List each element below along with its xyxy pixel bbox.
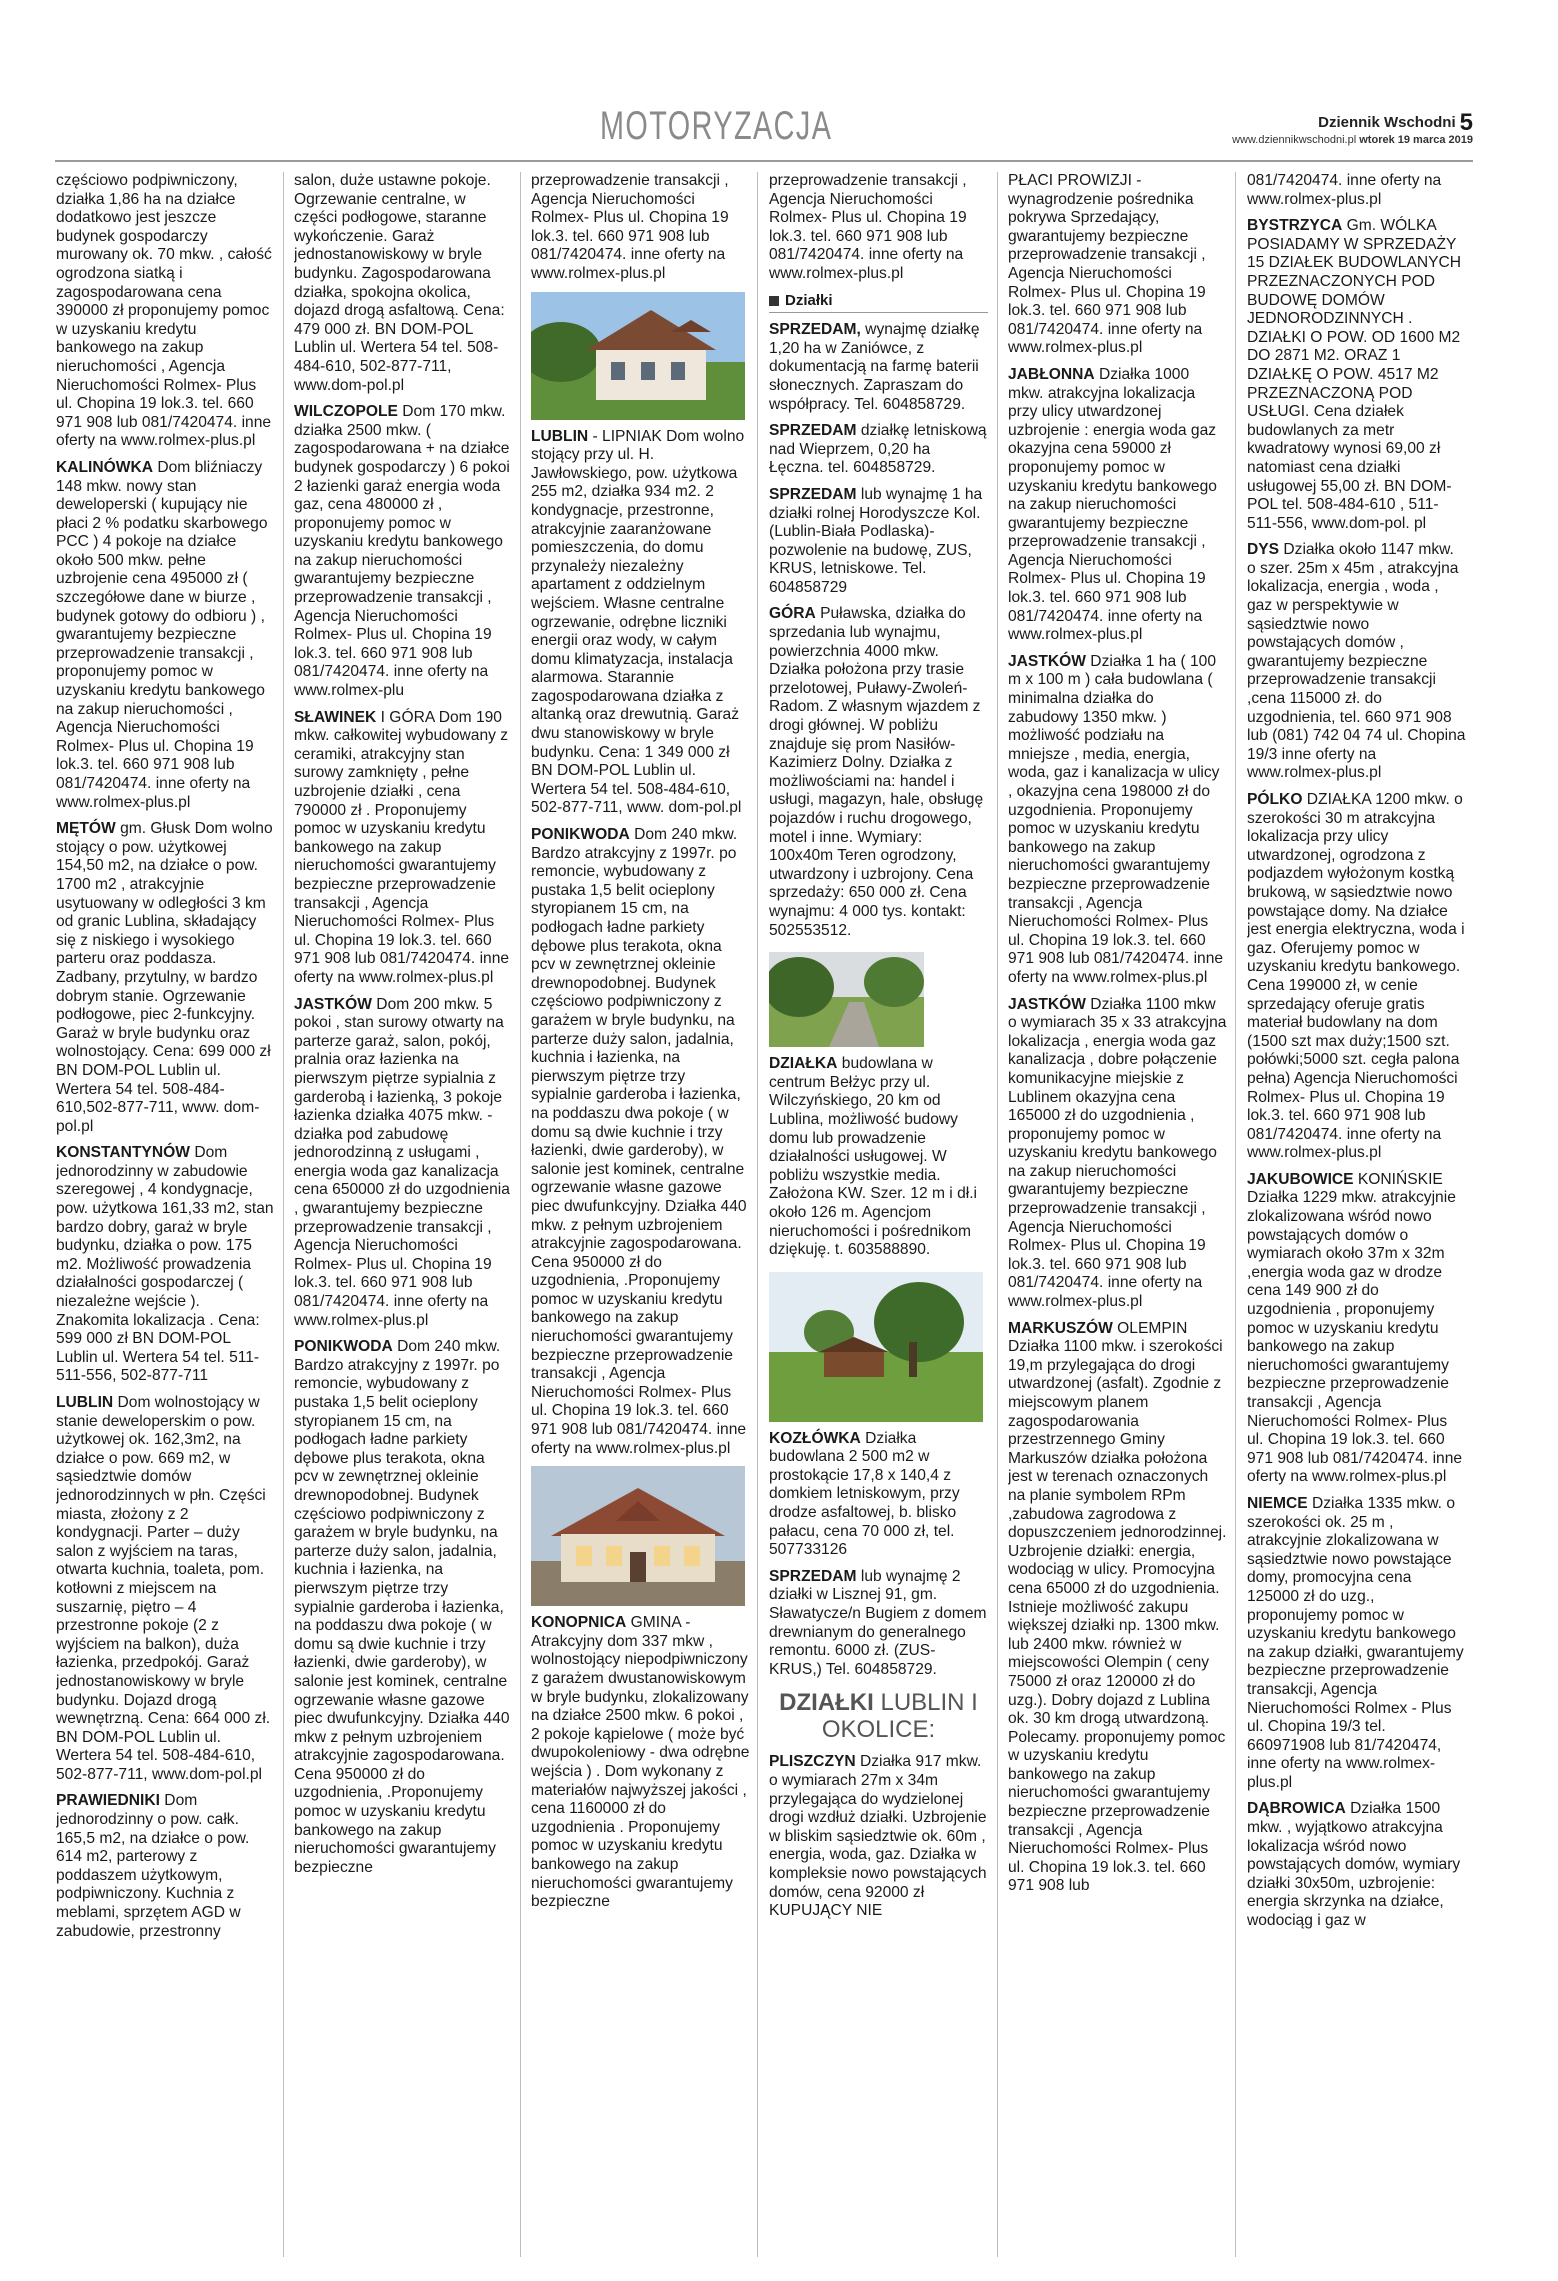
column-divider <box>997 172 998 2257</box>
classified-ad <box>1247 1800 1466 1930</box>
classified-ad <box>1008 1320 1227 1896</box>
category-marker-icon <box>769 296 779 306</box>
ad-lead: PÓLKO <box>1247 791 1303 808</box>
villa-photo <box>531 1466 750 1606</box>
ad-lead: SPRZEDAM <box>769 485 857 503</box>
classified-ad <box>769 172 988 284</box>
paper-name: Dziennik Wschodni <box>1318 114 1456 131</box>
column-4 <box>769 172 988 2272</box>
classified-ad <box>769 1568 988 1680</box>
column-1 <box>56 172 275 2272</box>
ad-lead: KONSTANTYNÓW <box>56 1144 190 1162</box>
column-5 <box>1008 172 1227 2272</box>
ad-lead: NIEMCE <box>1247 1494 1308 1512</box>
section-heading-rest: LUBLIN I OKOLICE: <box>821 1689 978 1744</box>
ad-lead: KALINÓWKA <box>56 458 154 476</box>
ad-text: przeprowadzenie transakcji , Agencja Nieruchomości Rolmex- Plus ul. Chopina 19 lok.3. tel. 660 971 908 lub 081/7420474. inne oferty na www.rolmex-plus.pl <box>531 172 729 282</box>
header-rule <box>55 160 1473 162</box>
ad-text: Dom 240 mkw. Bardzo atrakcyjny z 1997r. po remoncie, wybudowany z pustaka 1,5 belit ocieplony styropianem 15 cm, na podłogach ładne parkiety dębowe plus terakota, okna pcv w zewnętrznej okleinie drewnopodobnej. Budynek częściowo podpiwniczony z garażem w bryle budynku, na parterze duży salon, jadalnia, kuchnia i łazienka, na pierwszym piętrze trzy sypialnie garderoba i łazienka, na poddaszu dwa pokoje ( w domu są dwie kuchnie i trzy łazienki, dwie garderoby), w salonie jest kominek, centralne ogrzewanie własne gazowe piec dwufunkcyjny. Działka 440 mkw z pełnym uzbrojeniem atrakcyjnie zagospodarowana. Cena 950000 zł do uzgodnienia, .Proponujemy pomoc w uzyskaniu kredytu bankowego na zakup nieruchomości gwarantujemy bezpieczne <box>294 1338 510 1876</box>
ad-lead: SŁAWINEK <box>294 708 377 726</box>
ad-text: I GÓRA Dom 190 mkw. całkowitej wybudowany z ceramiki, atrakcyjny stan surowy zamknięty , pełne uzbrojenie działki , cena 790000 zł . Proponujemy pomoc w uzyskaniu kredytu bankowego na zakup nieruchomości gwarantujemy bezpieczne przeprowadzenie transakcji , Agencja Nieruchomości Rolmex- Plus ul. Chopina 19 lok.3. tel. 660 971 908 lub 081/7420474. inne oferty na www.rolmex-plus.pl <box>294 708 510 986</box>
classified-ad <box>56 1792 275 1941</box>
ad-lead: BYSTRZYCA <box>1247 217 1343 235</box>
column-divider <box>757 172 758 2257</box>
classified-ad <box>294 403 513 701</box>
ad-text: GMINA - Atrakcyjny dom 337 mkw , wolnostojący niepodpiwniczony z garażem dwustanowiskowym w bryle budynku, zlokalizowany na działce 2500 mkw. 6 pokoi , 2 pokoje kąpielowe ( może być dwupokoleniowy - dwa odrębne wejścia ) . Dom wykonany z materiałów najwyższej jakości , cena 1160000 zł do uzgodnienia . Proponujemy pomoc w uzyskaniu kredytu bankowego na zakup nieruchomości gwarantujemy bezpieczne <box>531 1614 750 1911</box>
category-label <box>769 292 988 314</box>
ad-text: częściowo podpiwniczony, działka 1,86 ha na działce dodatkowo jest jeszcze budynek gospodarczy murowany ok. 70 mkw. , całość ogrodzona siatką i zagospodarowana cena 390000 zł proponujemy pomoc w uzyskaniu kredytu bankowego na zakup nieruchomości , Agencja Nieruchomości Rolmex- Plus ul. Chopina 19 lok.3. tel. 660 971 908 lub 081/7420474. inne oferty na www.rolmex-plus.pl <box>56 172 272 450</box>
ad-text: DZIAŁKA 1200 mkw. o szerokości 30 m atrakcyjna lokalizacja przy ulicy utwardzonej, ogrodzona z podjazdem wyłożonym kostką brukową, w sąsiedztwie nowo powstające domy. Na działce jest energia elektryczna, woda i gaz. Oferujemy pomoc w uzyskaniu kredytu bankowego. Cena 199000 zł, w cenie sprzedający oferuje gratis materiał budowlany na dom (1500 szt max duży;1500 szt. połówki;5000 szt. cegła palona pełna) Agencja Nieruchomości Rolmex- Plus ul. Chopina 19 lok.3. tel. 660 971 908 lub 081/7420474. inne oferty na www.rolmex-plus.pl <box>1247 791 1465 1162</box>
ad-text: wynajmę działkę 1,20 ha w Zaniówce, z dokumentacją na farmę baterii słonecznych. Zapraszam do współpracy. Tel. 604858729. <box>769 321 980 413</box>
section-heading-bold: DZIAŁKI <box>779 1689 874 1717</box>
ad-text: Dom 240 mkw. Bardzo atrakcyjny z 1997r. po remoncie, wybudowany z pustaka 1,5 belit ocieplony styropianem 15 cm, na podłogach ładne parkiety dębowe plus terakota, okna pcv w zewnętrznej okleinie drewnopodobnej. Budynek częściowo podpiwniczony z garażem w bryle budynku, na parterze duży salon, jadalnia, kuchnia i łazienka, na pierwszym piętrze trzy sypialnie garderoba i łazienka, na poddaszu dwa pokoje ( w domu są dwie kuchnie i trzy łazienki, dwie garderoby), w salonie jest kominek, centralne ogrzewanie własne gazowe piec dwufunkcyjny. Działka 440 mkw. z pełnym uzbrojeniem atrakcyjnie zagospodarowana. Cena 950000 zł do uzgodnienia, .Proponujemy pomoc w uzyskaniu kredytu bankowego na zakup nieruchomości gwarantujemy bezpieczne przeprowadzenie transakcji , Agencja Nieruchomości Rolmex- Plus ul. Chopina 19 lok.3. tel. 660 971 908 lub 081/7420474. inne oferty na www.rolmex-plus.pl <box>531 826 747 1457</box>
ad-text: Działka około 1147 mkw. o szer. 25m x 45m , atrakcyjna lokalizacja, energia , woda , gaz w perspektywie w sąsiedztwie nowo powstających domów , gwarantujemy bezpieczne przeprowadzenie transakcji ,cena 115000 zł. do uzgodnienia, tel. 660 971 908 lub (081) 742 04 74 ul. Chopina 19/3 inne oferty na www.rolmex-plus.pl <box>1247 541 1466 782</box>
page-number: 5 <box>1459 109 1473 136</box>
masthead <box>1232 110 1473 147</box>
ad-lead: DZIAŁKA <box>769 1055 838 1073</box>
classified-ad <box>769 422 988 478</box>
ad-lead: JABŁONNA <box>1008 365 1095 383</box>
ad-lead: JASTKÓW <box>1008 995 1086 1013</box>
ad-text: Działka 1500 mkw. , wyjątkowo atrakcyjna lokalizacja wśród nowo powstających domów, wymiary działki 30x50m, uzbrojenie: energia skrzynka na działce, wodociąg i gaz w <box>1247 1800 1461 1930</box>
classified-ad <box>769 1753 988 1920</box>
classified-ad <box>56 1394 275 1784</box>
page-header <box>0 0 1558 165</box>
classified-ad <box>1247 541 1466 783</box>
classified-ad <box>531 172 750 284</box>
ad-lead: PRAWIEDNIKI <box>56 1792 160 1810</box>
category-title: Działki <box>785 291 833 309</box>
issue-date: wtorek 19 marca 2019 <box>1359 134 1473 147</box>
classified-ad <box>1247 172 1466 209</box>
classified-ad <box>294 172 513 395</box>
ad-text: Dom bliźniaczy 148 mkw. nowy stan deweloperski ( kupujący nie płaci 2 % podatku skarbowego PCC ) 4 pokoje na działce około 500 mkw. pełne uzbrojenie cena 495000 zł ( szczegółowe dane w biurze , budynek gotowy do odbioru ) , gwarantujemy bezpieczne przeprowadzenie transakcji , proponujemy pomoc w uzyskaniu kredytu bankowego na zakup nieruchomości , Agencja Nieruchomości Rolmex- Plus ul. Chopina 19 lok.3. tel. 660 971 908 lub 081/7420474. inne oferty na www.rolmex-plus.pl <box>56 458 268 811</box>
ad-lead: SPRZEDAM <box>769 422 857 440</box>
classifieds-columns <box>52 172 1474 2272</box>
classified-ad <box>1008 996 1227 1312</box>
column-divider <box>520 172 521 2257</box>
classified-ad <box>1247 791 1466 1163</box>
ad-text: Dom jednorodzinny w zabudowie szeregowej , 4 kondygnacje, pow. użytkowa 161,33 m2, stan bardzo dobry, garaż w bryle budynku, działka o pow. 175 m2. Możliwość prowadzenia działalności gospodarczej ( niezależne wejście ). Znakomita lokalizacja . Cena: 599 000 zł BN DOM-POL Lublin ul. Wertera 54 tel. 511-511-556, 502-877-711 <box>56 1144 274 1385</box>
classified-ad <box>769 1430 988 1560</box>
ad-text: budowlana w centrum Bełżyc przy ul. Wilczyńskiego, 20 km od Lublina, możliwość budowy domu lub prowadzenie działalności usługowej. W pobliżu wszystkie media. Założona KW. Szer. 12 m i dł.i około 126 m. Agencjom nieruchomości i pośrednikom dziękuję. t. 603588890. <box>769 1055 978 1259</box>
ad-text: Dom jednorodzinny o pow. całk. 165,5 m2, na działce o pow. 614 m2, parterowy z poddaszem użytkowym, podpiwniczony. Kuchnia z meblami, sprzętem AGD w zabudowie, przestronny <box>56 1792 250 1940</box>
classified-ad <box>56 459 275 812</box>
ad-lead: PONIKWODA <box>531 826 630 844</box>
ad-lead: DYS <box>1247 541 1280 559</box>
ad-text: 081/7420474. inne oferty na www.rolmex-plus.pl <box>1247 172 1442 208</box>
ad-text: Dom 200 mkw. 5 pokoi , stan surowy otwarty na parterze garaż, salon, pokój, pralnia oraz łazienka na pierwszym piętrze sypialnia z garderobą i łazienką, 3 pokoje łazienka działka 4075 mkw. - działka pod zabudowę jednorodzinną z usługami , energia woda gaz kanalizacja cena 650000 zł do uzgodnienia , gwarantujemy bezpieczne przeprowadzenie transakcji , Agencja Nieruchomości Rolmex- Plus ul. Chopina 19 lok.3. tel. 660 971 908 lub 081/7420474. inne oferty na www.rolmex-plus.pl <box>294 995 510 1329</box>
classified-ad <box>294 996 513 1331</box>
section-heading <box>769 1689 988 1743</box>
plot-cabin-photo <box>769 1272 988 1422</box>
classified-ad <box>531 826 750 1458</box>
classified-ad <box>769 486 988 598</box>
ad-lead: GÓRA <box>769 605 816 623</box>
classified-ad <box>56 1144 275 1386</box>
ad-lead: KOZŁÓWKA <box>769 1429 861 1447</box>
classified-ad <box>531 1614 750 1912</box>
website-url[interactable]: www.dziennikwschodni.pl <box>1232 134 1357 147</box>
ad-lead: PLISZCZYN <box>769 1753 856 1771</box>
ad-lead: KONOPNICA <box>531 1614 627 1632</box>
ad-lead: WILCZOPOLE <box>294 403 398 421</box>
ad-text: Dom wolnostojący w stanie deweloperskim o pow. użytkowej ok. 162,3m2, na działce o pow. 669 m2, w sąsiedztwie domów jednorodzinnych w płn. Części miasta, złożony z 2 kondygnacji. Parter – duży salon z wyjściem na taras, otwarta kuchnia, toaleta, pom. kotłowni z miejscem na suszarnię, piętro – 4 przestronne pokoje (2 z wyjściem na balkon), duża łazienka, przedpokój. Garaż jednostanowiskowy w bryle budynku. Dojazd drogą wewnętrzną. Cena: 664 000 zł. BN DOM-POL Lublin ul. Wertera 54 tel. 508-484-610, 502-877-711, www.dom-pol.pl <box>56 1394 271 1783</box>
ad-text: Gm. WÓLKA POSIADAMY W SPRZEDAŻY 15 DZIAŁEK BUDOWLANYCH PRZEZNACZONYCH POD BUDOWĘ DOMÓW JEDNORODZINNYCH . DZIAŁKI O POW. OD 1600 M2 DO 2871 M2. ORAZ 1 DZIAŁKĘ O POW. 4517 M2 PRZEZNACZONĄ POD USŁUGI. Cena działek budowlanych za metr kwadratowy wynosi 69,00 zł natomiast cena działki usługowej 55,00 zł. BN DOM-POL tel. 508-484-610 , 511-511-556, www.dom-pol. pl <box>1247 217 1462 532</box>
column-3 <box>531 172 750 2272</box>
classified-ad <box>1247 1495 1466 1793</box>
ad-text: OLEMPIN Działka 1100 mkw. i szerokości 19,m przylegająca do drogi utwardzonej (asfalt). Zgodnie z miejscowym planem zagospodarowania przestrzennego Gminy Markuszów działka położona jest w terenach oznaczonych na planie symbolem RPm ,zabudowa zagrodowa z dopuszczeniem jednorodzinnej. Uzbrojenie działki: energia, wodociąg w ulicy. Promocyjna cena 65000 zł do uzgodnienia. Istnieje możliwość zakupu większej działki np. 1300 mkw. lub 2400 mkw. również w miejscowości Olempin ( ceny 75000 zł oraz 120000 zł do uzg.). Dobry dojazd z Lublina ok. 30 km drogą utwardzoną. Polecamy. proponujemy pomoc w uzyskaniu kredytu bankowego na zakup nieruchomości gwarantujemy bezpieczne przeprowadzenie transakcji , Agencja Nieruchomości Rolmex- Plus ul. Chopina 19 lok.3. tel. 660 971 908 lub <box>1008 1319 1227 1895</box>
classified-ad <box>56 820 275 1136</box>
column-divider <box>1235 172 1236 2257</box>
ad-text: Puławska, działka do sprzedania lub wynajmu, powierzchnia 4000 mkw. Działka położona przy trasie przelotowej, Puławy-Zwoleń-Radom. Z własnym wjazdem z drogi głównej. W pobliżu znajduje się prom Nasiłów-Kazimierz Dolny. Działka z możliwościami na: handel i usługi, magazyn, hale, obsługę pojazdów i ruchu drogowego, motel i inne. Wymiary: 100x40m Teren ogrodzony, utwardzony i uzbrojony. Cena sprzedaży: 650 000 zł. Cena wynajmu: 4 000 tys. kontakt: 502553512. <box>769 605 984 939</box>
ad-text: KONIŃSKIE Działka 1229 mkw. atrakcyjnie zlokalizowana wśród nowo powstających domów o wymiarach około 37m x 32m ,energia woda gaz w drodze cena 149 900 zł do uzgodnienia , proponujemy pomoc w uzyskaniu kredytu bankowego na zakup nieruchomości gwarantujemy bezpieczne przeprowadzenie transakcji , Agencja Nieruchomości Rolmex- Plus ul. Chopina 19 lok.3. tel. 660 971 908 lub 081/7420474. inne oferty na www.rolmex-plus.pl <box>1247 1170 1463 1486</box>
classified-ad <box>294 1338 513 1877</box>
ad-text: Działka 917 mkw. o wymiarach 27m x 34m przylegająca do wydzielonej drogi wzdłuż działki. Uzbrojenie w bliskim sąsiedztwie ok. 60m , energia, woda, gaz. Działka w kompleksie nowo powstających domów, cena 92000 zł KUPUJĄCY NIE <box>769 1753 987 1920</box>
classified-ad <box>1008 653 1227 988</box>
ad-lead: LUBLIN <box>56 1394 114 1411</box>
ad-text: Działka 1000 mkw. atrakcyjna lokalizacja przy ulicy utwardzonej uzbrojenie : energia woda gaz okazyjna cena 59000 zł proponujemy pomoc w uzyskaniu kredytu bankowego na zakup nieruchomości gwarantujemy bezpieczne przeprowadzenie transakcji , Agencja Nieruchomości Rolmex- Plus ul. Chopina 19 lok.3. tel. 660 971 908 lub 081/7420474. inne oferty na www.rolmex-plus.pl <box>1008 365 1217 644</box>
ad-text: Działka 1335 mkw. o szerokości ok. 25 m , atrakcyjnie zlokalizowana w sąsiedztwie nowo powstające domy, promocyjna cena 125000 zł do uzg., proponujemy pomoc w uzyskaniu kredytu bankowego na zakup działki, gwarantujemy bezpieczne przeprowadzenie transakcji, Agencja Nieruchomości Rolmex - Plus ul. Chopina 19/3 tel. 660971908 lub 81/7420474, inne oferty na www.rolmex-plus.pl <box>1247 1494 1464 1791</box>
plot-photo <box>769 952 924 1047</box>
house-photo <box>531 292 750 420</box>
column-6 <box>1247 172 1466 2272</box>
classified-ad <box>769 605 988 940</box>
ad-text: działkę letniskową nad Wieprzem, 0,20 ha Łęczna. tel. 604858729. <box>769 422 987 477</box>
ad-lead: MARKUSZÓW <box>1008 1319 1113 1337</box>
ad-text: - LIPNIAK Dom wolno stojący przy ul. H. Jawłowskiego, pow. użytkowa 255 m2, działka 934 m2. 2 kondygnacje, przestronne, atrakcyjnie zaaranżowane pomieszczenia, do domu przynależy niezależny apartament z oddzielnym wejściem. Własne centralne ogrzewanie, odrębne liczniki energii oraz wody, w całym domu klimatyzacja, instalacja alarmowa. Starannie zagospodarowana działka z altanką oraz drewutnią. Garaż dwu stanowiskowy w bryle budynku. Cena: 1 349 000 zł BN DOM-POL Lublin ul. Wertera 54 tel. 508-484-610, 502-877-711, www. dom-pol.pl <box>531 427 745 817</box>
ad-text: PŁACI PROWIZJI -wynagrodzenie pośrednika pokrywa Sprzedający, gwarantujemy bezpieczne przeprowadzenie transakcji , Agencja Nieruchomości Rolmex- Plus ul. Chopina 19 lok.3. tel. 660 971 908 lub 081/7420474. inne oferty na www.rolmex-plus.pl <box>1008 172 1206 357</box>
ad-lead: LUBLIN <box>531 427 589 445</box>
classified-ad <box>1247 1171 1466 1487</box>
classified-ad <box>1008 172 1227 358</box>
ad-text: Dom 170 mkw. działka 2500 mkw. ( zagospodarowana + na działce budynek gospodarczy ) 6 pokoi 2 łazienki garaż energia woda gaz, cena 480000 zł , proponujemy pomoc w uzyskaniu kredytu bankowego na zakup nieruchomości gwarantujemy bezpieczne przeprowadzenie transakcji , Agencja Nieruchomości Rolmex- Plus ul. Chopina 19 lok.3. tel. 660 971 908 lub 081/7420474. inne oferty na www.rolmex-plu <box>294 403 510 700</box>
classified-ad <box>531 428 750 818</box>
classified-ad <box>1247 217 1466 533</box>
ad-text: przeprowadzenie transakcji , Agencja Nieruchomości Rolmex- Plus ul. Chopina 19 lok.3. tel. 660 971 908 lub 081/7420474. inne oferty na www.rolmex-plus.pl <box>769 172 967 282</box>
ad-text: Działka budowlana 2 500 m2 w prostokącie 17,8 x 140,4 z domkiem letniskowym, przy drodze asfaltowej, b. blisko pałacu, cena 70 000 zł, tel. 507733126 <box>769 1429 960 1559</box>
ad-lead: DĄBROWICA <box>1247 1800 1346 1818</box>
classified-ad <box>294 709 513 988</box>
ad-lead: SPRZEDAM, <box>769 321 861 339</box>
column-2 <box>294 172 513 2272</box>
ad-lead: MĘTÓW <box>56 820 116 838</box>
ad-text: lub wynajmę 1 ha działki rolnej Horodyszcze Kol. (Lublin-Biała Podlaska)-pozwolenie na budowę, ZUS, KRUS, letniskowe. Tel. 604858729 <box>769 485 983 596</box>
ad-text: salon, duże ustawne pokoje. Ogrzewanie centralne, w części podłogowe, staranne wykończenie. Garaż jednostanowiskowy w bryle budynku. Zagospodarowana działka, spokojna okolica, dojazd drogą asfaltową. Cena: 479 000 zł. BN DOM-POL Lublin ul. Wertera 54 tel. 508-484-610, 502-877-711, www.dom-pol.pl <box>294 172 505 394</box>
ad-text: lub wynajmę 2 działki w Lisznej 91, gm. Sławatycze/n Bugiem z domem drewnianym do generalnego remontu. 6000 zł. (ZUS-KRUS,) Tel. 604858729. <box>769 1567 987 1678</box>
ad-text: gm. Głusk Dom wolno stojący o pow. użytkowej 154,50 m2, na działce o pow. 1700 m2 , atrakcyjnie usytuowany w odległości 3 km od granic Lublina, składający się z niskiego i wysokiego parteru oraz poddasza. Zadbany, przytulny, w bardzo dobrym stanie. Ogrzewanie podłogowe, piec 2-funkcyjny. Garaż w bryle budynku oraz wolnostojący. Cena: 699 000 zł BN DOM-POL Lublin ul. Wertera 54 tel. 508-484-610,502-877-711, www. dom-pol.pl <box>56 820 273 1135</box>
ad-text: Działka 1 ha ( 100 m x 100 m ) cała budowlana ( minimalna działka do zabudowy 1350 mkw. ) możliwość podziału na mniejsze , media, energia, woda, gaz i kanalizacja w ulicy , okazyjna cena 198000 zł do uzgodnienia. Proponujemy pomoc w uzyskaniu kredytu bankowego na zakup nieruchomości gwarantujemy bezpieczne przeprowadzenie transakcji , Agencja Nieruchomości Rolmex- Plus ul. Chopina 19 lok.3. tel. 660 971 908 lub 081/7420474. inne oferty na www.rolmex-plus.pl <box>1008 652 1224 986</box>
ad-lead: JASTKÓW <box>1008 652 1086 670</box>
ad-lead: JASTKÓW <box>294 995 372 1013</box>
ad-lead: JAKUBOWICE <box>1247 1170 1354 1188</box>
ad-lead: PONIKWODA <box>294 1338 393 1356</box>
classified-ad <box>769 321 988 414</box>
section-title: MOTORYZACJA <box>600 104 833 148</box>
classified-ad <box>1008 366 1227 645</box>
ad-lead: SPRZEDAM <box>769 1567 857 1585</box>
ad-text: Działka 1100 mkw o wymiarach 35 x 33 atrakcyjna lokalizacja , energia woda gaz kanalizacja , dobre połączenie komunikacyjne miejskie z Lublinem okazyjna cena 165000 zł do uzgodnienia , proponujemy pomoc w uzyskaniu kredytu bankowego na zakup nieruchomości gwarantujemy bezpieczne przeprowadzenie transakcji , Agencja Nieruchomości Rolmex- Plus ul. Chopina 19 lok.3. tel. 660 971 908 lub 081/7420474. inne oferty na www.rolmex-plus.pl <box>1008 995 1227 1311</box>
column-divider <box>283 172 284 2257</box>
classified-ad <box>56 172 275 451</box>
